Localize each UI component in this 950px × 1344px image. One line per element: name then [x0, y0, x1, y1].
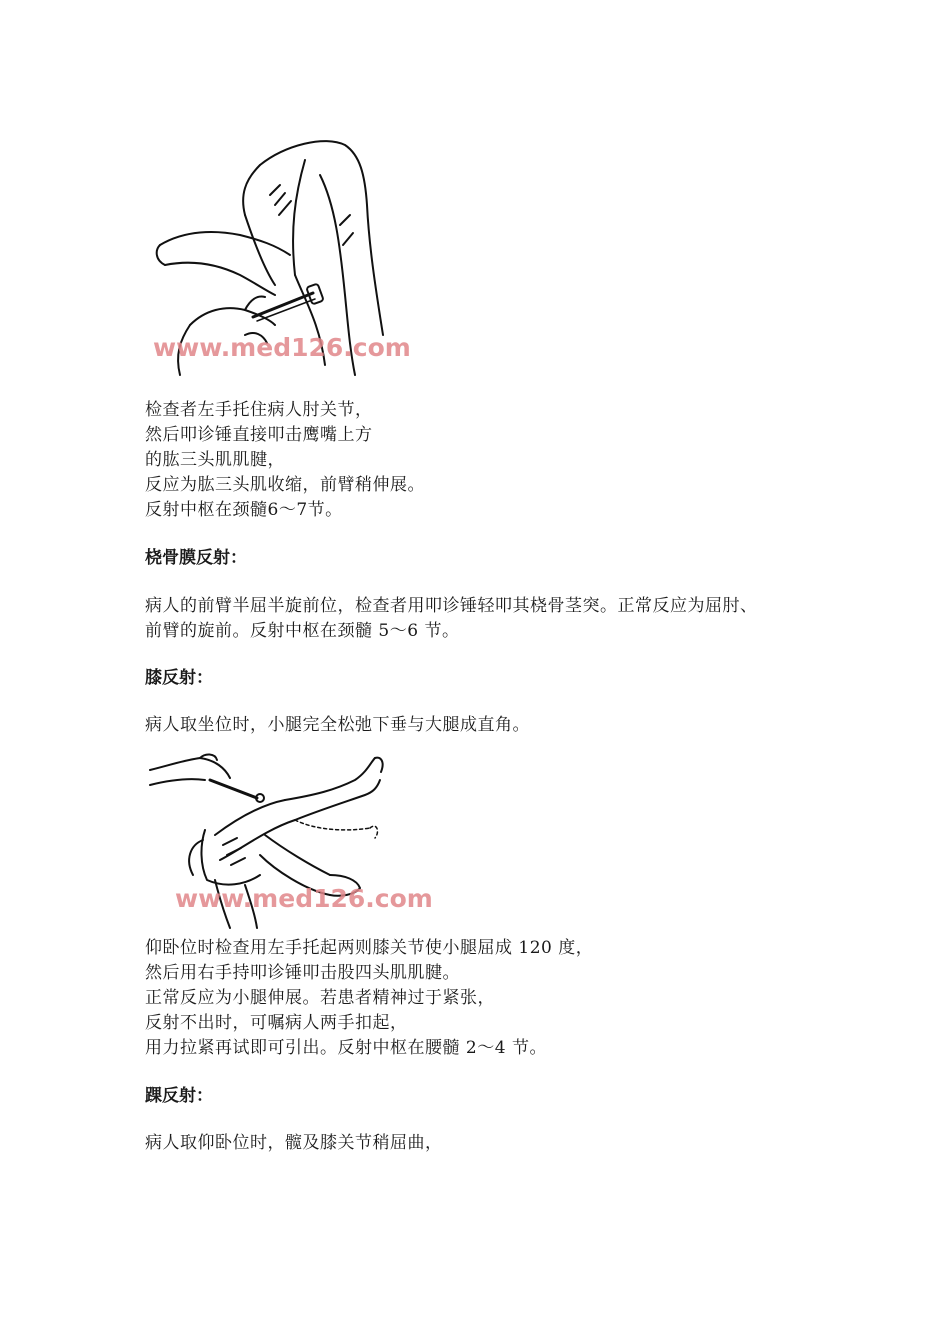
knee-line-4: 反射不出时，可嘱病人两手扣起，: [145, 1013, 408, 1033]
knee-line-5: 用力拉紧再试即可引出。反射中枢在腰髓 2～4 节。: [145, 1038, 547, 1058]
ankle-intro: 病人取仰卧位时，髋及膝关节稍屈曲，: [145, 1133, 443, 1153]
radial-line-1: 病人的前臂半屈半旋前位，检查者用叩诊锤轻叩其桡骨茎突。正常反应为屈肘、: [145, 596, 758, 616]
knee-intro: 病人取坐位时，小腿完全松弛下垂与大腿成直角。: [145, 715, 530, 735]
ankle-reflex-heading: 踝反射：: [145, 1086, 213, 1106]
radial-reflex-heading: 桡骨膜反射：: [145, 548, 247, 568]
knee-line-3: 正常反应为小腿伸展。若患者精神过于紧张，: [145, 988, 495, 1008]
radial-line-2: 前臂的旋前。反射中枢在颈髓 5～6 节。: [145, 621, 460, 641]
watermark-text: www.med126.com: [153, 333, 411, 362]
triceps-reflex-figure: [145, 135, 411, 380]
knee-reflex-illustration-icon: [145, 750, 433, 930]
knee-line-1: 仰卧位时检查用左手托起两则膝关节使小腿屈成 120 度，: [145, 938, 594, 958]
knee-reflex-figure: [145, 750, 433, 930]
triceps-line-4: 反应为肱三头肌收缩，前臂稍伸展。: [145, 475, 425, 495]
watermark-text: www.med126.com: [175, 884, 433, 913]
triceps-line-3: 的肱三头肌肌腱，: [145, 450, 285, 470]
triceps-line-1: 检查者左手托住病人肘关节，: [145, 400, 373, 420]
triceps-line-2: 然后叩诊锤直接叩击鹰嘴上方: [145, 425, 373, 445]
triceps-reflex-illustration-icon: [145, 135, 411, 380]
triceps-line-5: 反射中枢在颈髓6～7节。: [145, 500, 343, 520]
knee-reflex-heading: 膝反射：: [145, 668, 213, 688]
knee-line-2: 然后用右手持叩诊锤叩击股四头肌肌腱。: [145, 963, 460, 983]
